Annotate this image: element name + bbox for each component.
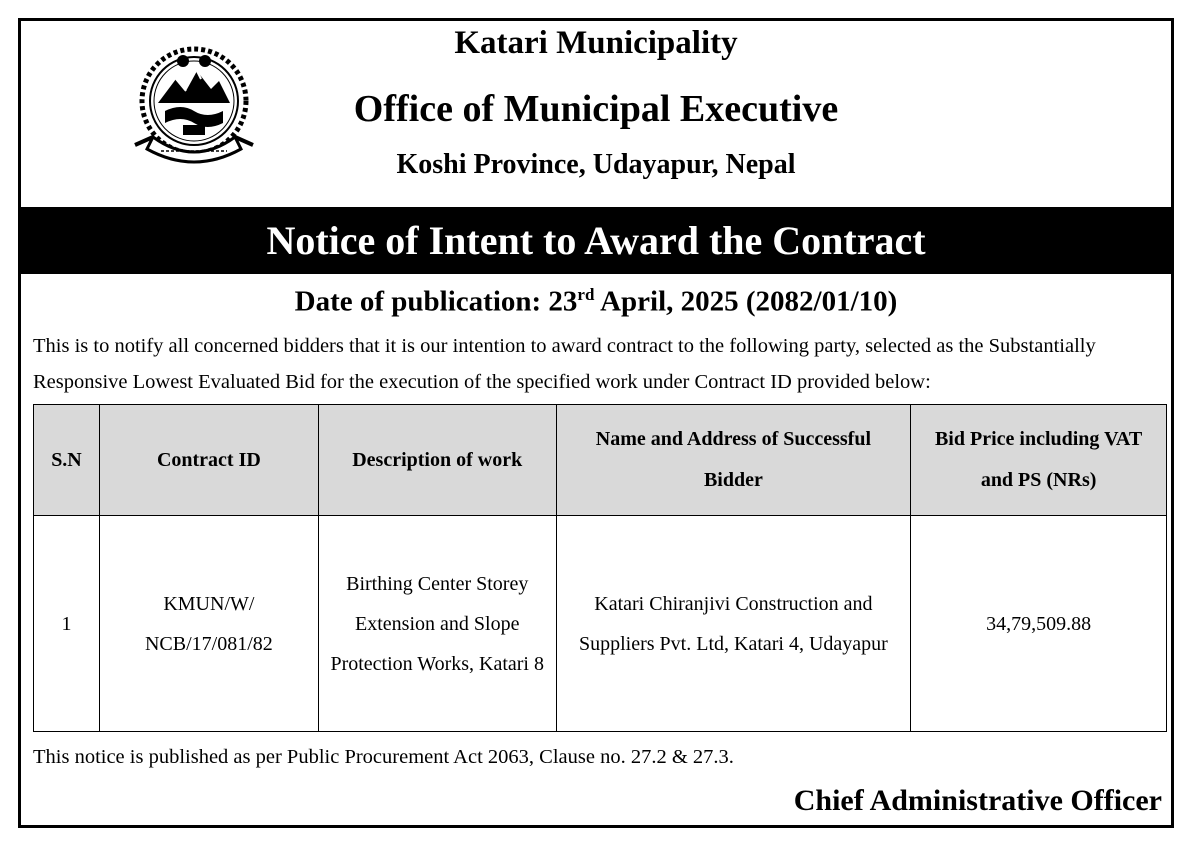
publication-date-day-suffix: rd [577,285,595,304]
header-sn: S.N [34,405,100,516]
office-location: Koshi Province, Udayapur, Nepal [396,149,796,180]
header-contract-id: Contract ID [99,405,318,516]
publication-date [21,285,1171,319]
award-table [33,404,1167,732]
signatory-title: Chief Administrative Officer [793,784,1162,817]
table-row [34,516,1167,732]
publication-date-rest: April, 2025 (2082/01/10) [594,285,898,318]
cell-sn: 1 [34,516,100,732]
notice-header [21,21,1171,207]
publication-date-label: Date of publication: [294,285,549,318]
cell-description: Birthing Center Storey Extension and Slope Protection Works, Katari 8 [318,516,556,732]
cell-contract-id [99,516,318,732]
office-name: Office of Municipal Executive [353,88,839,130]
table-header-row [34,405,1167,516]
cell-bid-price: 34,79,509.88 [911,516,1167,732]
notice-title-banner [21,207,1171,274]
notice-frame [18,18,1174,828]
cell-bidder: Katari Chiranjivi Construction and Suppliers Pvt. Ltd, Katari 4, Udayapur [556,516,911,732]
publication-date-day: 23 [548,285,578,318]
contract-id-text: KMUN/W/ NCB/17/081/82 [144,592,273,655]
header-bid-price: Bid Price including VAT and PS (NRs) [911,405,1167,516]
legal-footer-note: This notice is published as per Public Procurement Act 2063, Clause no. 27.2 & 27.3. [33,746,734,768]
notice-title: Notice of Intent to Award the Contract [266,218,926,263]
municipality-name: Katari Municipality [454,25,738,61]
intro-paragraph: This is to notify all concerned bidders that it is our intention to award contract to the following party, selected as the Substantially Responsive Lowest Evaluated Bid for the execution of the specified work under Contract ID provided below: [33,335,1096,393]
header-bidder: Name and Address of Successful Bidder [556,405,911,516]
header-description: Description of work [318,405,556,516]
